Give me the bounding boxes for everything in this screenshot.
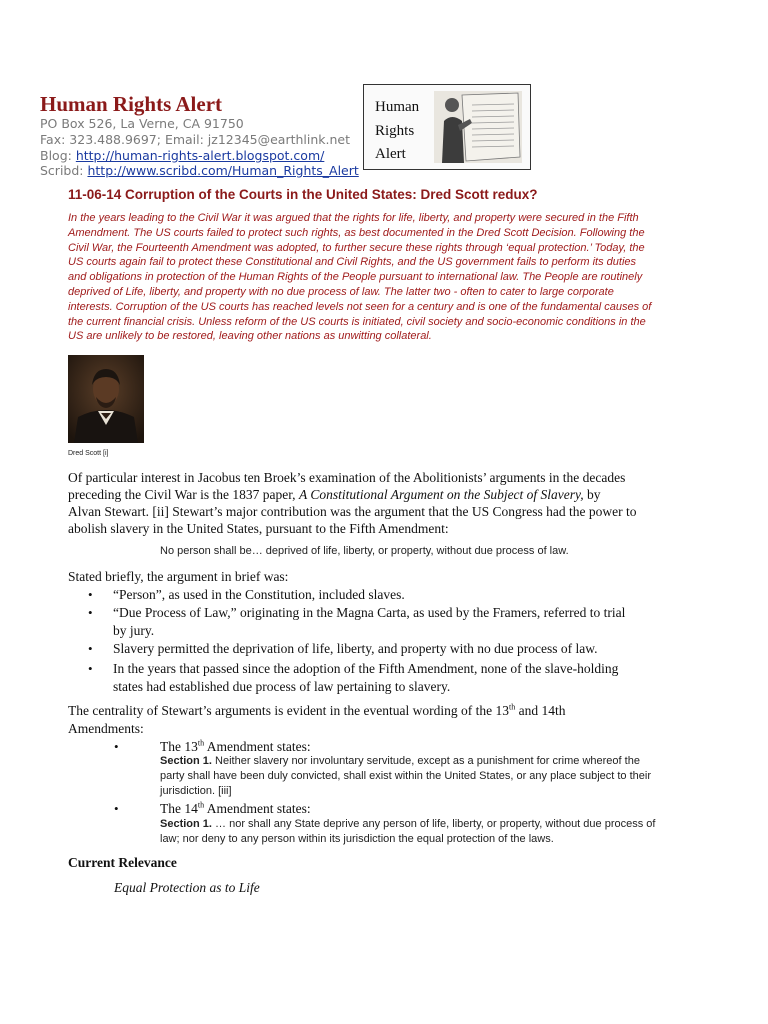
stated-briefly: Stated briefly, the argument in brief was:: [68, 569, 289, 584]
para1-line2-post: by: [583, 487, 601, 502]
para1-line1: Of particular interest in Jacobus ten Broek’s examination of the Abolitionists’ arguments in the decades: [68, 470, 626, 485]
bullet-text-cont: states had established due process of law pertaining to slavery.: [113, 679, 451, 694]
amendment-14-section-label: Section 1.: [160, 818, 212, 830]
logo: [363, 84, 531, 170]
bullet-dot-icon: •: [88, 641, 93, 656]
abstract-line: US courts again fail to protect these Constitutional and Civil Rights, and the US government fails to perform its duties: [68, 256, 637, 269]
amendment-13-intro-post: Amendment states:: [204, 739, 311, 754]
amendment-13-line1: [160, 755, 640, 767]
bullet-text: In the years that passed since the adoption of the Fifth Amendment, none of the slave-holding: [113, 661, 619, 676]
fifth-amendment-quote: No person shall be… deprived of life, liberty, or property, without due process of law.: [160, 545, 569, 557]
logo-figure-icon: [434, 91, 522, 163]
abstract-line: and obligations in protection of the Human Rights of the People pursuant to international law. The People are routinely: [68, 271, 643, 284]
blog-link[interactable]: http://human-rights-alert.blogspot.com/: [75, 148, 325, 163]
bullet-dot-icon: •: [88, 605, 93, 620]
scribd-line: [40, 163, 359, 179]
amendment-14-intro-post: Amendment states:: [204, 801, 311, 816]
amendment-14-line2: law; nor deny to any person within its jurisdiction the equal protection of the laws.: [160, 833, 554, 845]
blog-label: Blog:: [40, 148, 76, 163]
amendment-14-intro-pre: The 14: [160, 801, 198, 816]
centrality-sup: th: [509, 702, 516, 712]
portrait-image: [68, 355, 144, 443]
abstract-line: interests. Corruption of the US courts has reached levels not seen for a century and is one of the fundamental causes of: [68, 300, 652, 313]
amendment-13-text1: Neither slavery nor involuntary servitude, except as a punishment for crime whereof the: [211, 755, 640, 767]
amendment-13-intro-pre: The 13: [160, 739, 198, 754]
amendment-13-line3: jurisdiction. [iii]: [160, 785, 232, 797]
sub-heading: Equal Protection as to Life: [114, 880, 260, 895]
abstract-line: In the years leading to the Civil War it was argued that the rights for life, liberty, and property were secured in the Fifth: [68, 212, 639, 224]
amendment-13-sup: th: [197, 738, 205, 748]
centrality-line1: [68, 703, 566, 719]
abstract-line: Civil War, the Fourteenth Amendment was adopted, to further secure these rights through ‘equal protection.’ Today, the: [68, 241, 645, 254]
abstract-line: Amendment. The US courts failed to protect such rights, as best documented in the Dred Scott Decision. Following the: [68, 226, 645, 239]
para1-line2: [68, 487, 601, 503]
bullet-dot-icon: •: [88, 587, 93, 602]
abstract-line: the current financial crisis. Unless reform of the US courts is initiated, civil society and socio-economic conditions in the: [68, 315, 646, 328]
amendment-13-line2: party shall have been duly convicted, shall exist within the United States, or any place subject to their: [160, 770, 651, 782]
bullet-dot-icon: •: [88, 661, 93, 676]
logo-word-3: Alert: [375, 146, 406, 162]
article-abstract: [68, 211, 708, 344]
section-heading: Current Relevance: [68, 855, 177, 870]
centrality-line2: Amendments:: [68, 721, 144, 736]
para1-line3: Alvan Stewart. [ii] Stewart’s major contribution was the argument that the US Congress had the power to: [68, 504, 637, 519]
logo-word-1: Human: [375, 99, 420, 115]
abstract-line: deprived of Life, liberty, and property with no due process of law. The latter two - often to cater to large corporate: [68, 285, 614, 298]
fax-email: Fax: 323.488.9697; Email: jz12345@earthlink.net: [40, 132, 351, 147]
amendment-14-text1: … nor shall any State deprive any person of life, liberty, or property, without due process of: [211, 818, 656, 830]
org-title: Human Rights Alert: [40, 92, 223, 116]
portrait-caption: Dred Scott [i]: [68, 450, 109, 457]
bullet-text: “Person”, as used in the Constitution, included slaves.: [113, 587, 405, 602]
bullet-text: “Due Process of Law,” originating in the Magna Carta, as used by the Framers, referred to trial: [113, 605, 626, 620]
amendment-14-line1: [160, 818, 655, 830]
amendment-14-sup: th: [197, 800, 205, 810]
scribd-label: Scribd:: [40, 163, 88, 178]
amendment-13-section-label: Section 1.: [160, 755, 212, 767]
amendment-14-intro: [160, 801, 311, 817]
bullet-text: Slavery permitted the deprivation of life, liberty, and property with no due process of law.: [113, 641, 598, 656]
abstract-line: US are unlikely to be restored, leaving other nations as unwitting collateral.: [68, 330, 432, 343]
amendment-13-intro: [160, 739, 311, 755]
scribd-link[interactable]: http://www.scribd.com/Human_Rights_Alert: [87, 163, 359, 178]
bullet-dot-icon: •: [114, 801, 119, 816]
logo-word-2: Rights: [375, 123, 415, 139]
para1-line4: abolish slavery in the United States, pursuant to the Fifth Amendment:: [68, 521, 449, 536]
bullet-text-cont: by jury.: [113, 623, 155, 638]
centrality-pre: The centrality of Stewart’s arguments is evident in the eventual wording of the 13: [68, 703, 510, 718]
article-headline: 11-06-14 Corruption of the Courts in the United States: Dred Scott redux?: [68, 187, 538, 202]
paper-title: A Constitutional Argument on the Subject of Slavery,: [298, 487, 584, 502]
address: PO Box 526, La Verne, CA 91750: [40, 116, 244, 131]
bullet-dot-icon: •: [114, 739, 119, 754]
para1-line2-pre: preceding the Civil War is the 1837 paper,: [68, 487, 299, 502]
blog-line: [40, 148, 324, 164]
dred-scott-portrait: [68, 355, 144, 443]
centrality-post: and 14th: [515, 703, 566, 718]
